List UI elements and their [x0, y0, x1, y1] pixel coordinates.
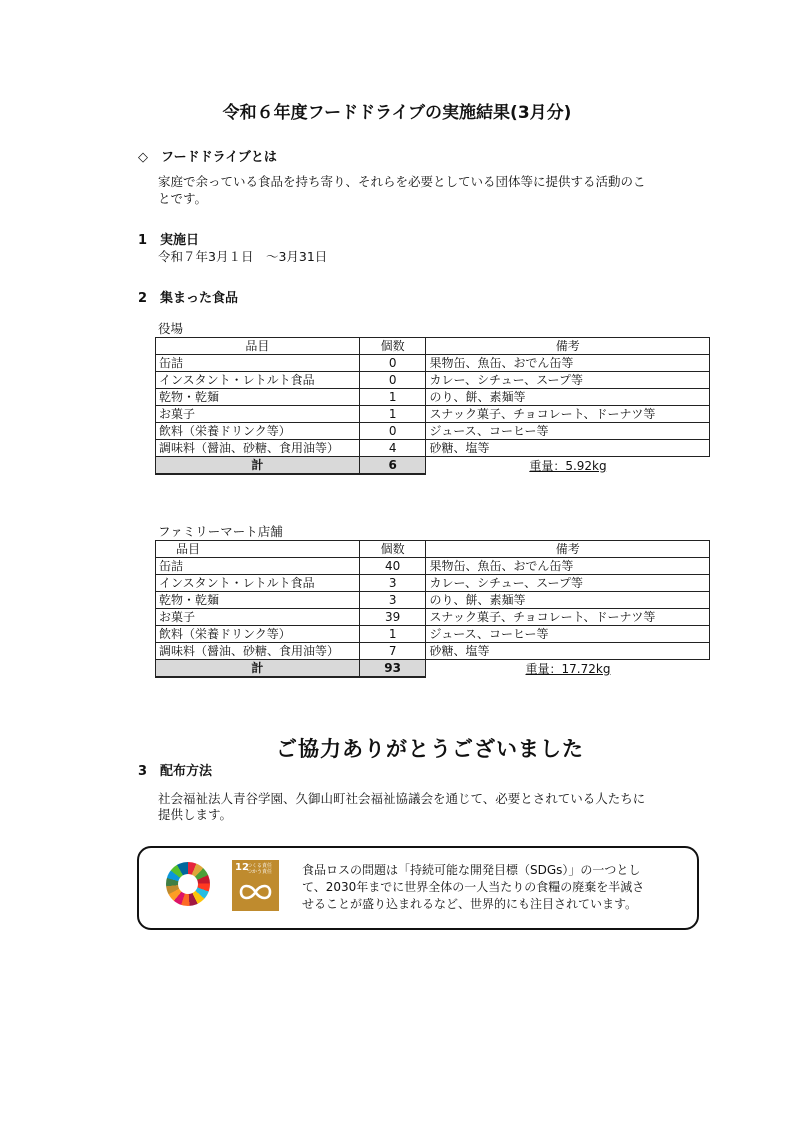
- table-row: [156, 440, 710, 457]
- sdg-goal12-icon: [232, 860, 279, 911]
- sdgs-text-line2: て、2030年までに世界全体の一人当たりの食糧の廃棄を半減さ: [302, 880, 645, 894]
- cell-note: のり、餅、素麺等: [426, 592, 710, 609]
- cell-count: 0: [359, 355, 426, 372]
- goal-subtitle-line1: つくる責任: [247, 863, 273, 869]
- cell-item: 乾物・乾麺: [156, 592, 360, 609]
- goal-subtitle-line2: つかう責任: [247, 869, 273, 875]
- total-weight: [426, 660, 710, 678]
- cell-note: カレー、シチュー、スープ等: [426, 372, 710, 389]
- total-count: 6: [359, 457, 426, 475]
- event-date: 令和７年3月１日 ～3月31日: [158, 249, 328, 264]
- goal-number: 12: [235, 862, 249, 873]
- table-total-row: [156, 457, 710, 475]
- table2-caption: ファミリーマート店舗: [158, 524, 283, 539]
- cell-item: お菓子: [156, 406, 360, 423]
- cell-item: 調味料（醤油、砂糖、食用油等）: [156, 440, 360, 457]
- cell-count: 1: [359, 626, 426, 643]
- cell-item: インスタント・レトルト食品: [156, 575, 360, 592]
- table-row: [156, 592, 710, 609]
- cell-note: スナック菓子、チョコレート、ドーナツ等: [426, 609, 710, 626]
- cell-note: 果物缶、魚缶、おでん缶等: [426, 355, 710, 372]
- cell-note: 砂糖、塩等: [426, 643, 710, 660]
- cell-note: 果物缶、魚缶、おでん缶等: [426, 558, 710, 575]
- cell-count: 39: [359, 609, 426, 626]
- page-title: 令和６年度フードドライブの実施結果(3月分): [222, 103, 572, 123]
- table-row: [156, 372, 710, 389]
- section3-body-line2: 提供します。: [158, 807, 233, 822]
- about-heading: ◇ フードドライブとは: [138, 150, 277, 165]
- cell-note: 砂糖、塩等: [426, 440, 710, 457]
- cell-count: 1: [359, 389, 426, 406]
- cell-count: 3: [359, 592, 426, 609]
- total-count: 93: [359, 660, 426, 678]
- cell-count: 40: [359, 558, 426, 575]
- cell-note: スナック菓子、チョコレート、ドーナツ等: [426, 406, 710, 423]
- table1-caption: 役場: [158, 321, 184, 336]
- cell-item: 飲料（栄養ドリンク等）: [156, 423, 360, 440]
- table-total-row: [156, 660, 710, 678]
- total-label: 計: [156, 660, 360, 678]
- total-label: 計: [156, 457, 360, 475]
- about-body-line2: とです。: [158, 191, 208, 206]
- cell-item: 乾物・乾麺: [156, 389, 360, 406]
- cell-item: インスタント・レトルト食品: [156, 372, 360, 389]
- header-item: 品目: [156, 541, 360, 558]
- header-note: 備考: [426, 541, 710, 558]
- table-row: [156, 558, 710, 575]
- thanks-message: ご協力ありがとうございました: [276, 737, 584, 761]
- table-row: [156, 355, 710, 372]
- cell-note: のり、餅、素麺等: [426, 389, 710, 406]
- section3-body-line1: 社会福祉法人青谷学園、久御山町社会福祉協議会を通じて、必要とされている人たちに: [158, 791, 646, 806]
- cell-count: 7: [359, 643, 426, 660]
- sdgs-text-line3: せることが盛り込まれるなど、世界的にも注目されています。: [302, 897, 638, 911]
- cell-count: 0: [359, 423, 426, 440]
- cell-note: ジュース、コーヒー等: [426, 423, 710, 440]
- sdgs-text-line1: 食品ロスの問題は「持続可能な開発目標（SDGs）」の一つとし: [302, 863, 641, 877]
- table-row: [156, 643, 710, 660]
- table-row: [156, 626, 710, 643]
- cell-item: 飲料（栄養ドリンク等）: [156, 626, 360, 643]
- header-count: 個数: [359, 541, 426, 558]
- table-row: [156, 609, 710, 626]
- table-row: [156, 575, 710, 592]
- table-row: [156, 423, 710, 440]
- cell-count: 3: [359, 575, 426, 592]
- header-note: 備考: [426, 338, 710, 355]
- goal-subtitle: [247, 863, 272, 875]
- cell-item: 缶詰: [156, 355, 360, 372]
- total-weight-text: 重量：5.92kg: [529, 458, 607, 473]
- cell-count: 0: [359, 372, 426, 389]
- cell-item: お菓子: [156, 609, 360, 626]
- infinity-icon: [238, 882, 273, 902]
- cell-note: ジュース、コーヒー等: [426, 626, 710, 643]
- table-town-office: [155, 337, 710, 475]
- about-body-line1: 家庭で余っている食品を持ち寄り、それらを必要としている団体等に提供する活動のこ: [158, 174, 646, 189]
- sdgs-text: [302, 862, 677, 913]
- total-weight: [426, 457, 710, 475]
- section3-heading: 3 配布方法: [138, 764, 213, 779]
- table-familymart: [155, 540, 710, 678]
- sdgs-wheel-center: [178, 874, 198, 894]
- header-item: 品目: [156, 338, 360, 355]
- cell-item: 調味料（醤油、砂糖、食用油等）: [156, 643, 360, 660]
- total-weight-text: 重量：17.72kg: [525, 661, 611, 676]
- table-row: [156, 389, 710, 406]
- cell-count: 1: [359, 406, 426, 423]
- section1-heading: 1 実施日: [138, 233, 200, 248]
- table-header-row: [156, 541, 710, 558]
- cell-count: 4: [359, 440, 426, 457]
- cell-item: 缶詰: [156, 558, 360, 575]
- header-count: 個数: [359, 338, 426, 355]
- cell-note: カレー、シチュー、スープ等: [426, 575, 710, 592]
- table-header-row: [156, 338, 710, 355]
- table-row: [156, 406, 710, 423]
- section2-heading: 2 集まった食品: [138, 291, 239, 306]
